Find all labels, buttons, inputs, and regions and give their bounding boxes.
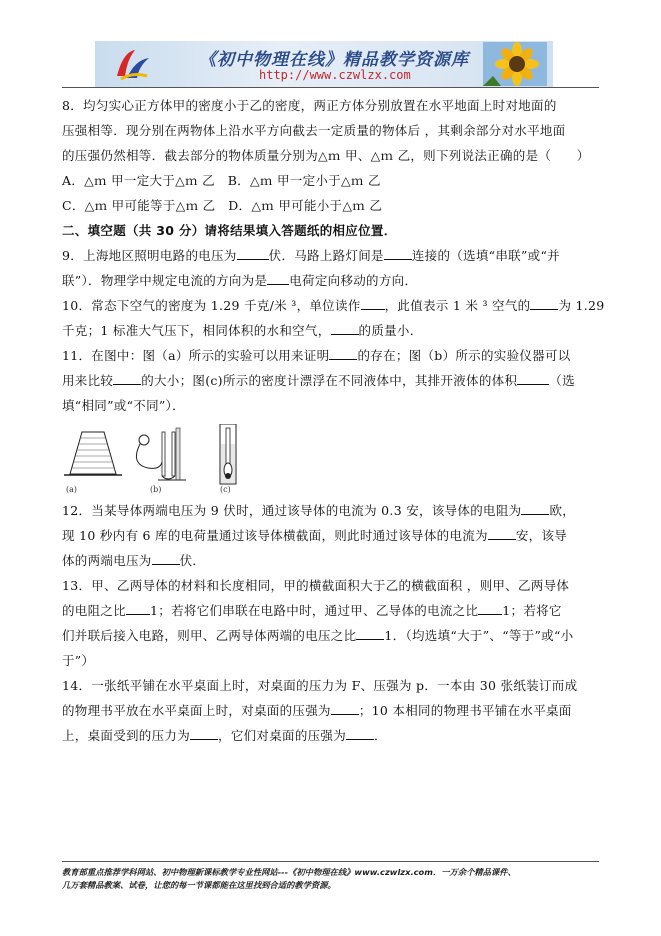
answer-blank[interactable] <box>152 552 180 565</box>
exam-content <box>62 93 605 748</box>
q12-line-1: 12．当某导体两端电压为 9 伏时，通过该导体的电流为 0.3 安，该导体的电阻为 欧， <box>62 503 576 518</box>
site-logo <box>113 46 153 82</box>
q14-line-3: 上，桌面受到的压力为 ，它们对桌面的压强为 ． <box>62 728 387 743</box>
q8-line-2: 压强相等．现分别在两物体上沿水平方向截去一定质量的物体后 ，其剩余部分对水平地面 <box>62 123 566 138</box>
answer-blank[interactable] <box>356 627 384 640</box>
answer-blank[interactable] <box>346 727 374 740</box>
answer-blank[interactable] <box>267 272 289 285</box>
q8-line-3: 的压强仍然相等．截去部分的物体质量分别为△ｍ 甲、△ｍ 乙，则下列说法正确的是（ ） <box>62 148 590 163</box>
header-divider <box>62 87 599 88</box>
q11-line-1: 11．在图中：图（a）所示的实验可以用来证明 的存在；图（b）所示的实验仪器可以 <box>62 348 571 363</box>
q13-line-4: 于”） <box>62 653 95 668</box>
figure-c-label: (c) <box>220 485 231 494</box>
page-footer <box>62 866 602 892</box>
figure-a-label: (a) <box>66 485 78 494</box>
answer-blank[interactable] <box>331 322 359 335</box>
q11-line-2: 用来比较 的大小；图(c)所示的密度计漂浮在不同液体中，其排开液体的体积 （选 <box>62 373 575 388</box>
figure-c-hydrometer <box>220 424 236 494</box>
answer-blank[interactable] <box>329 347 357 360</box>
q9-line-2: 联”）．物理学中规定电流的方向为是 电荷定向移动的方向． <box>62 273 418 288</box>
q12-line-2: 现 10 秒内有 6 库的电荷量通过该导体横截面，则此时通过该导体的电流为 安，该导 <box>62 528 568 543</box>
banner-url[interactable]: http://www.czwlzx.com <box>259 68 411 82</box>
q10-line-1: 10．常态下空气的密度为 1.29 千克/米 ³，单位读作 ，此值表示 1 米 ³ 空气的 为 1.29 <box>62 298 605 313</box>
banner-title: 《初中物理在线》精品教学资源库 <box>199 50 469 70</box>
q8-line-1: 8．均匀实心正方体甲的密度小于乙的密度，两正方体分别放置在水平地面上时对地面的 <box>62 98 557 113</box>
q14-line-1: 14．一张纸平铺在水平桌面上时，对桌面的压力为 F、压强为 p．一本由 30 张纸装订而成 <box>62 678 578 693</box>
answer-blank[interactable] <box>521 502 549 515</box>
q10-line-2: 千克；1 标准大气压下，相同体积的水和空气， 的质量小． <box>62 323 423 338</box>
q13-line-1: 13．甲、乙两导体的材料和长度相同，甲的横截面积大于乙的横截面积 ，则甲、乙两导体 <box>62 578 570 593</box>
experiment-figures <box>64 424 264 498</box>
q13-line-2: 的电阻之比 1；若将它们串联在电路中时，通过甲、乙导体的电流之比 1；若将它 <box>62 603 562 618</box>
q11-figure <box>62 424 600 498</box>
q13-line-3: 们并联后接入电路，则甲、乙两导体两端的电压之比 1．（均选填“大于”、“等于”或“小 <box>62 628 574 643</box>
answer-blank[interactable] <box>126 602 150 615</box>
q8-option-ab: A．△ｍ 甲一定大于△ｍ 乙 B．△ｍ 甲一定小于△ｍ 乙 <box>62 173 381 188</box>
header-banner <box>95 41 553 87</box>
sunflower-icon <box>483 42 547 86</box>
answer-blank[interactable] <box>478 602 502 615</box>
answer-blank[interactable] <box>190 727 218 740</box>
q9-line-1: 9．上海地区照明电路的电压为 伏．马路上路灯间是 连接的（选填“串联”或“并 <box>62 248 560 263</box>
footer-line-1: 教育部重点推荐学科网站、初中物理新课标教学专业性网站---《初中物理在线》www.czwlzx.com．一万余个精品课件、 <box>62 867 516 877</box>
q12-line-3: 体的两端电压为 伏． <box>62 553 206 568</box>
figure-a-container <box>64 432 122 494</box>
footer-line-2: 几万套精品教案、试卷，让您的每一节课都能在这里找到合适的教学资源。 <box>62 880 336 890</box>
figure-b-label: (b) <box>150 485 162 494</box>
q14-line-2: 的物理书平放在水平桌面上时，对桌面的压强为 ；10 本相同的物理书平铺在水平桌面 <box>62 703 572 718</box>
footer-divider <box>62 861 599 862</box>
answer-blank[interactable] <box>530 297 558 310</box>
answer-blank[interactable] <box>517 372 549 385</box>
answer-blank[interactable] <box>237 247 269 260</box>
q11-line-3: 填“相同”或“不同”）． <box>62 398 185 413</box>
q8-option-cd: C．△ｍ 甲可能等于△ｍ 乙 D．△ｍ 甲可能小于△ｍ 乙 <box>62 198 383 213</box>
answer-blank[interactable] <box>113 372 141 385</box>
answer-blank[interactable] <box>331 702 359 715</box>
figure-b-manometer <box>136 428 186 494</box>
answer-blank[interactable] <box>361 297 385 310</box>
answer-blank[interactable] <box>384 247 412 260</box>
section-2-heading: 二、填空题（共 30 分）请将结果填入答题纸的相应位置． <box>62 223 397 238</box>
answer-blank[interactable] <box>488 527 516 540</box>
